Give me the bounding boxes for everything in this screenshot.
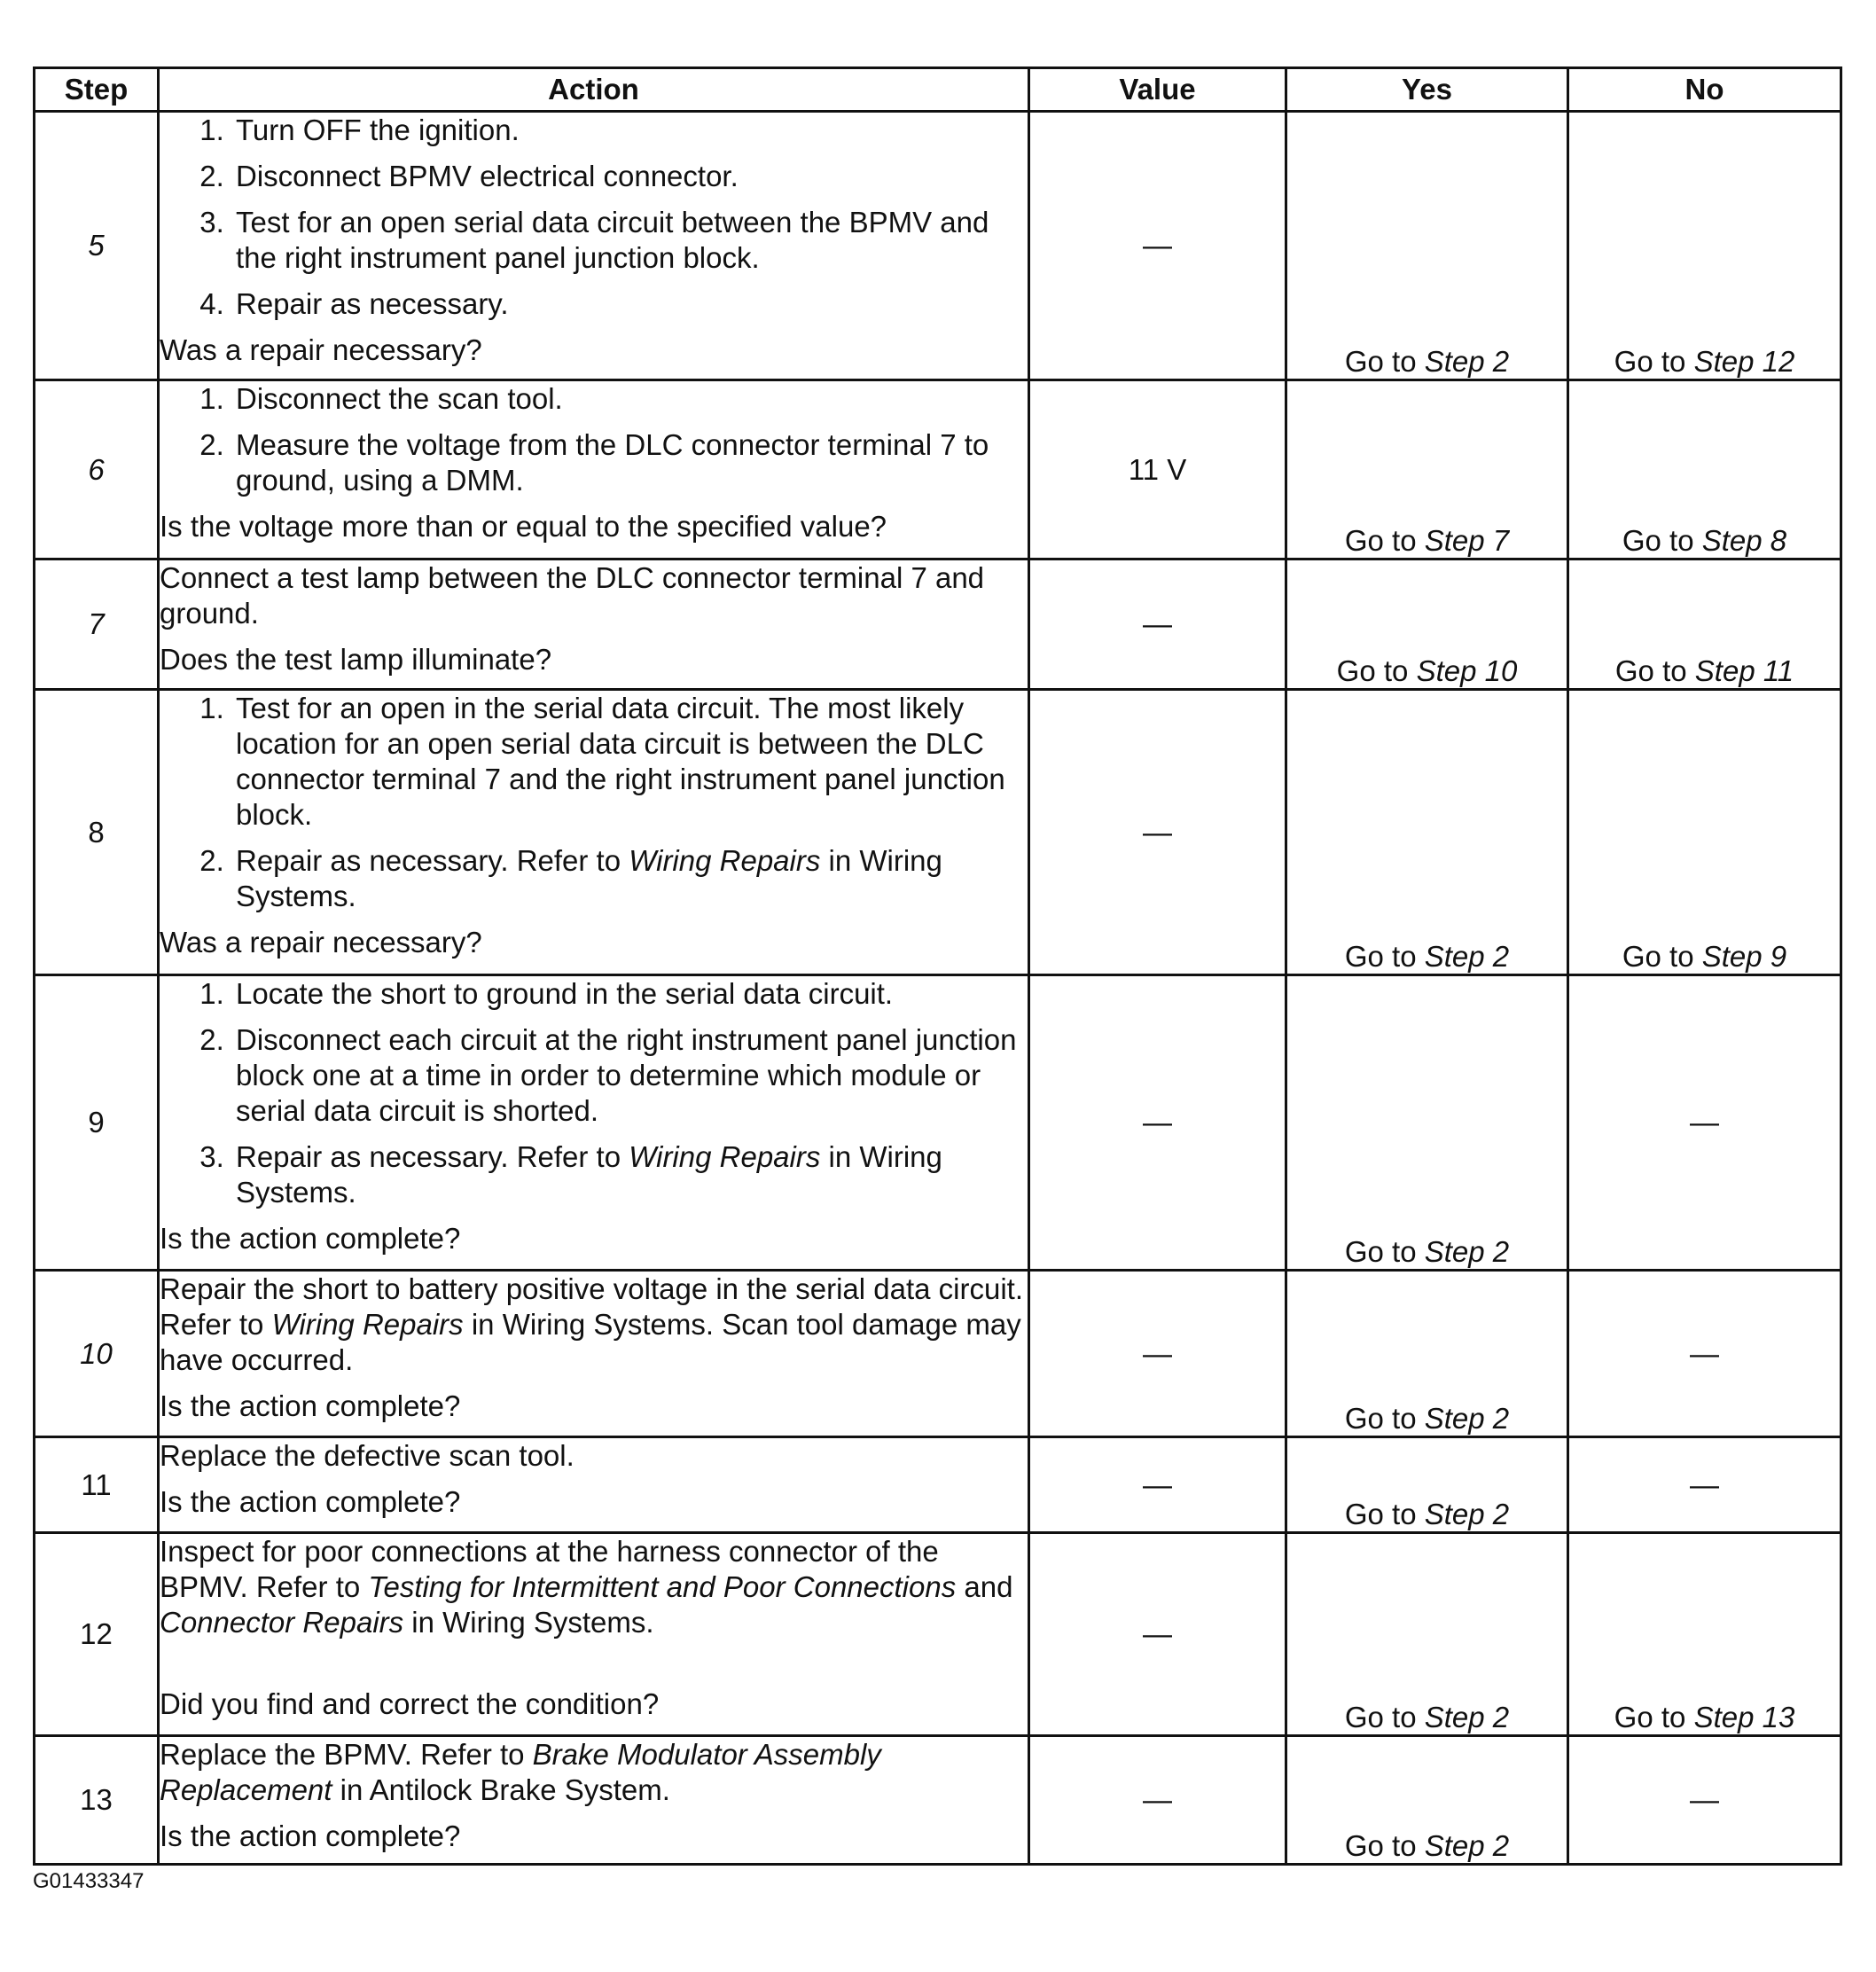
header-no: No (1568, 68, 1841, 112)
value-cell: — (1029, 1271, 1286, 1437)
action-item-text: Repair as necessary. Refer to (236, 1140, 629, 1173)
step-number: 7 (35, 560, 159, 690)
action-text-part: and (956, 1570, 1013, 1603)
action-text-part: in Wiring Systems. (403, 1606, 654, 1639)
action-text-part: Inspect for poor connections at the harness connector of the BPMV. Refer to (160, 1535, 939, 1603)
action-question: Was a repair necessary? (160, 333, 482, 366)
action-question: Is the action complete? (160, 1389, 461, 1422)
action-item: 2. Disconnect each circuit at the right instrument panel junction block one at a time in order to determine which module or serial data circuit is shorted. (232, 1022, 1028, 1129)
action-question: Did you find and correct the condition? (160, 1687, 660, 1720)
no-cell: — (1568, 1437, 1841, 1533)
yes-cell (1286, 1736, 1568, 1865)
action-item-text: Repair as necessary. Refer to (236, 844, 629, 877)
value-cell: — (1029, 560, 1286, 690)
table-row (35, 975, 1841, 1271)
yes-cell (1286, 1533, 1568, 1736)
table-row (35, 380, 1841, 560)
goto-label: Go to (1614, 1701, 1694, 1733)
header-yes: Yes (1286, 68, 1568, 112)
action-question: Is the voltage more than or equal to the specified value? (160, 510, 887, 543)
table-row (35, 690, 1841, 975)
goto-label: Go to (1344, 524, 1425, 557)
wiring-repairs-ref[interactable]: Wiring Repairs (271, 1308, 464, 1341)
yes-step-link[interactable]: Step 2 (1424, 345, 1510, 378)
no-cell: — (1568, 1736, 1841, 1865)
step-number: 13 (35, 1736, 159, 1865)
action-text-part: in Wiring Systems. Scan tool damage may have occurred. (160, 1308, 1021, 1376)
value-cell: — (1029, 1736, 1286, 1865)
goto-label: Go to (1344, 1701, 1425, 1733)
step-number: 8 (35, 690, 159, 975)
value-cell: — (1029, 975, 1286, 1271)
yes-cell (1286, 1271, 1568, 1437)
action-question: Was a repair necessary? (160, 926, 482, 959)
value-cell: — (1029, 112, 1286, 380)
goto-label: Go to (1344, 1402, 1425, 1435)
no-cell (1568, 690, 1841, 975)
yes-cell (1286, 1437, 1568, 1533)
action-list (160, 113, 1028, 322)
goto-label: Go to (1344, 1235, 1425, 1268)
action-item: 2. Measure the voltage from the DLC connector terminal 7 to ground, using a DMM. (232, 427, 1028, 498)
yes-step-link[interactable]: Step 2 (1424, 1829, 1510, 1862)
action-cell (159, 560, 1029, 690)
goto-label: Go to (1344, 940, 1425, 973)
no-step-link[interactable]: Step 13 (1693, 1701, 1795, 1733)
action-item: 3. Test for an open serial data circuit between the BPMV and the right instrument panel junction block. (232, 205, 1028, 276)
step-number: 11 (35, 1437, 159, 1533)
action-item: 4. Repair as necessary. (232, 286, 1028, 322)
goto-label: Go to (1344, 1829, 1425, 1862)
step-number: 12 (35, 1533, 159, 1736)
action-item (232, 843, 1028, 914)
action-item: 1. Disconnect the scan tool. (232, 381, 1028, 417)
table-row (35, 1736, 1841, 1865)
goto-label: Go to (1622, 524, 1702, 557)
table-row (35, 1437, 1841, 1533)
yes-step-link[interactable]: Step 2 (1424, 1701, 1510, 1733)
yes-cell (1286, 112, 1568, 380)
action-cell (159, 1437, 1029, 1533)
action-list (160, 691, 1028, 914)
wiring-repairs-ref[interactable]: Wiring Repairs (629, 1140, 821, 1173)
no-cell (1568, 1533, 1841, 1736)
goto-label: Go to (1336, 654, 1417, 687)
action-item-text: in Wiring Systems. (236, 844, 942, 912)
action-item (232, 1139, 1028, 1210)
value-cell: 11 V (1029, 380, 1286, 560)
no-cell: — (1568, 1271, 1841, 1437)
yes-step-link[interactable]: Step 2 (1424, 1402, 1510, 1435)
goto-label: Go to (1622, 940, 1702, 973)
action-cell (159, 1736, 1029, 1865)
no-cell (1568, 560, 1841, 690)
goto-label: Go to (1614, 345, 1694, 378)
yes-step-link[interactable]: Step 10 (1416, 654, 1518, 687)
action-text-part: in Antilock Brake System. (332, 1773, 670, 1806)
yes-cell (1286, 560, 1568, 690)
action-item: 1. Locate the short to ground in the serial data circuit. (232, 976, 1028, 1012)
no-cell: — (1568, 975, 1841, 1271)
yes-step-link[interactable]: Step 7 (1424, 524, 1510, 557)
no-cell (1568, 112, 1841, 380)
action-cell (159, 690, 1029, 975)
action-cell (159, 380, 1029, 560)
action-question: Does the test lamp illuminate? (160, 643, 552, 676)
table-row (35, 1271, 1841, 1437)
header-action: Action (159, 68, 1029, 112)
action-cell (159, 1271, 1029, 1437)
action-list (160, 381, 1028, 498)
wiring-repairs-ref[interactable]: Wiring Repairs (629, 844, 821, 877)
yes-step-link[interactable]: Step 2 (1424, 1235, 1510, 1268)
step-number: 5 (35, 112, 159, 380)
no-cell (1568, 380, 1841, 560)
action-text (160, 1272, 1028, 1378)
step-number: 6 (35, 380, 159, 560)
yes-step-link[interactable]: Step 2 (1424, 1498, 1510, 1530)
action-item: 1. Turn OFF the ignition. (232, 113, 1028, 148)
action-item: 1. Test for an open in the serial data circuit. The most likely location for an open serial data circuit is between the DLC connector terminal 7 and the right instrument panel junction block. (232, 691, 1028, 833)
action-text (160, 1737, 1028, 1808)
table-row (35, 560, 1841, 690)
value-cell: — (1029, 690, 1286, 975)
goto-label: Go to (1344, 1498, 1425, 1530)
action-text: Replace the defective scan tool. (160, 1439, 575, 1472)
no-step-link[interactable]: Step 12 (1693, 345, 1795, 378)
header-row (35, 68, 1841, 112)
figure-id: G01433347 (33, 1869, 145, 1893)
action-question: Is the action complete? (160, 1485, 461, 1518)
yes-cell (1286, 380, 1568, 560)
no-step-link[interactable]: Step 9 (1701, 940, 1787, 973)
no-step-link[interactable]: Step 11 (1694, 654, 1794, 687)
goto-label: Go to (1344, 345, 1425, 378)
action-item: 2. Disconnect BPMV electrical connector. (232, 159, 1028, 194)
table-row (35, 1533, 1841, 1736)
yes-step-link[interactable]: Step 2 (1424, 940, 1510, 973)
action-item-text: in Wiring Systems. (236, 1140, 942, 1209)
value-cell: — (1029, 1533, 1286, 1736)
action-cell (159, 112, 1029, 380)
brake-modulator-ref[interactable]: Brake Modulator Assembly Replacement (160, 1738, 881, 1806)
action-text-part: Repair the short to battery positive voltage in the serial data circuit. Refer to (160, 1272, 1023, 1341)
goto-label: Go to (1614, 654, 1695, 687)
action-text (160, 1534, 1028, 1640)
action-question: Is the action complete? (160, 1222, 461, 1255)
header-step: Step (35, 68, 159, 112)
action-cell (159, 975, 1029, 1271)
diagnostic-table (33, 67, 1842, 1866)
action-list (160, 976, 1028, 1210)
action-text-part: Replace the BPMV. Refer to (160, 1738, 533, 1771)
yes-cell (1286, 975, 1568, 1271)
action-text: Connect a test lamp between the DLC connector terminal 7 and ground. (160, 561, 985, 630)
step-number: 9 (35, 975, 159, 1271)
table-row (35, 112, 1841, 380)
step-number: 10 (35, 1271, 159, 1437)
header-value: Value (1029, 68, 1286, 112)
yes-cell (1286, 690, 1568, 975)
testing-intermittent-ref[interactable]: Testing for Intermittent and Poor Connections (368, 1570, 957, 1603)
no-step-link[interactable]: Step 8 (1701, 524, 1787, 557)
action-cell (159, 1533, 1029, 1736)
connector-repairs-ref[interactable]: Connector Repairs (160, 1606, 404, 1639)
action-question: Is the action complete? (160, 1819, 461, 1852)
value-cell: — (1029, 1437, 1286, 1533)
